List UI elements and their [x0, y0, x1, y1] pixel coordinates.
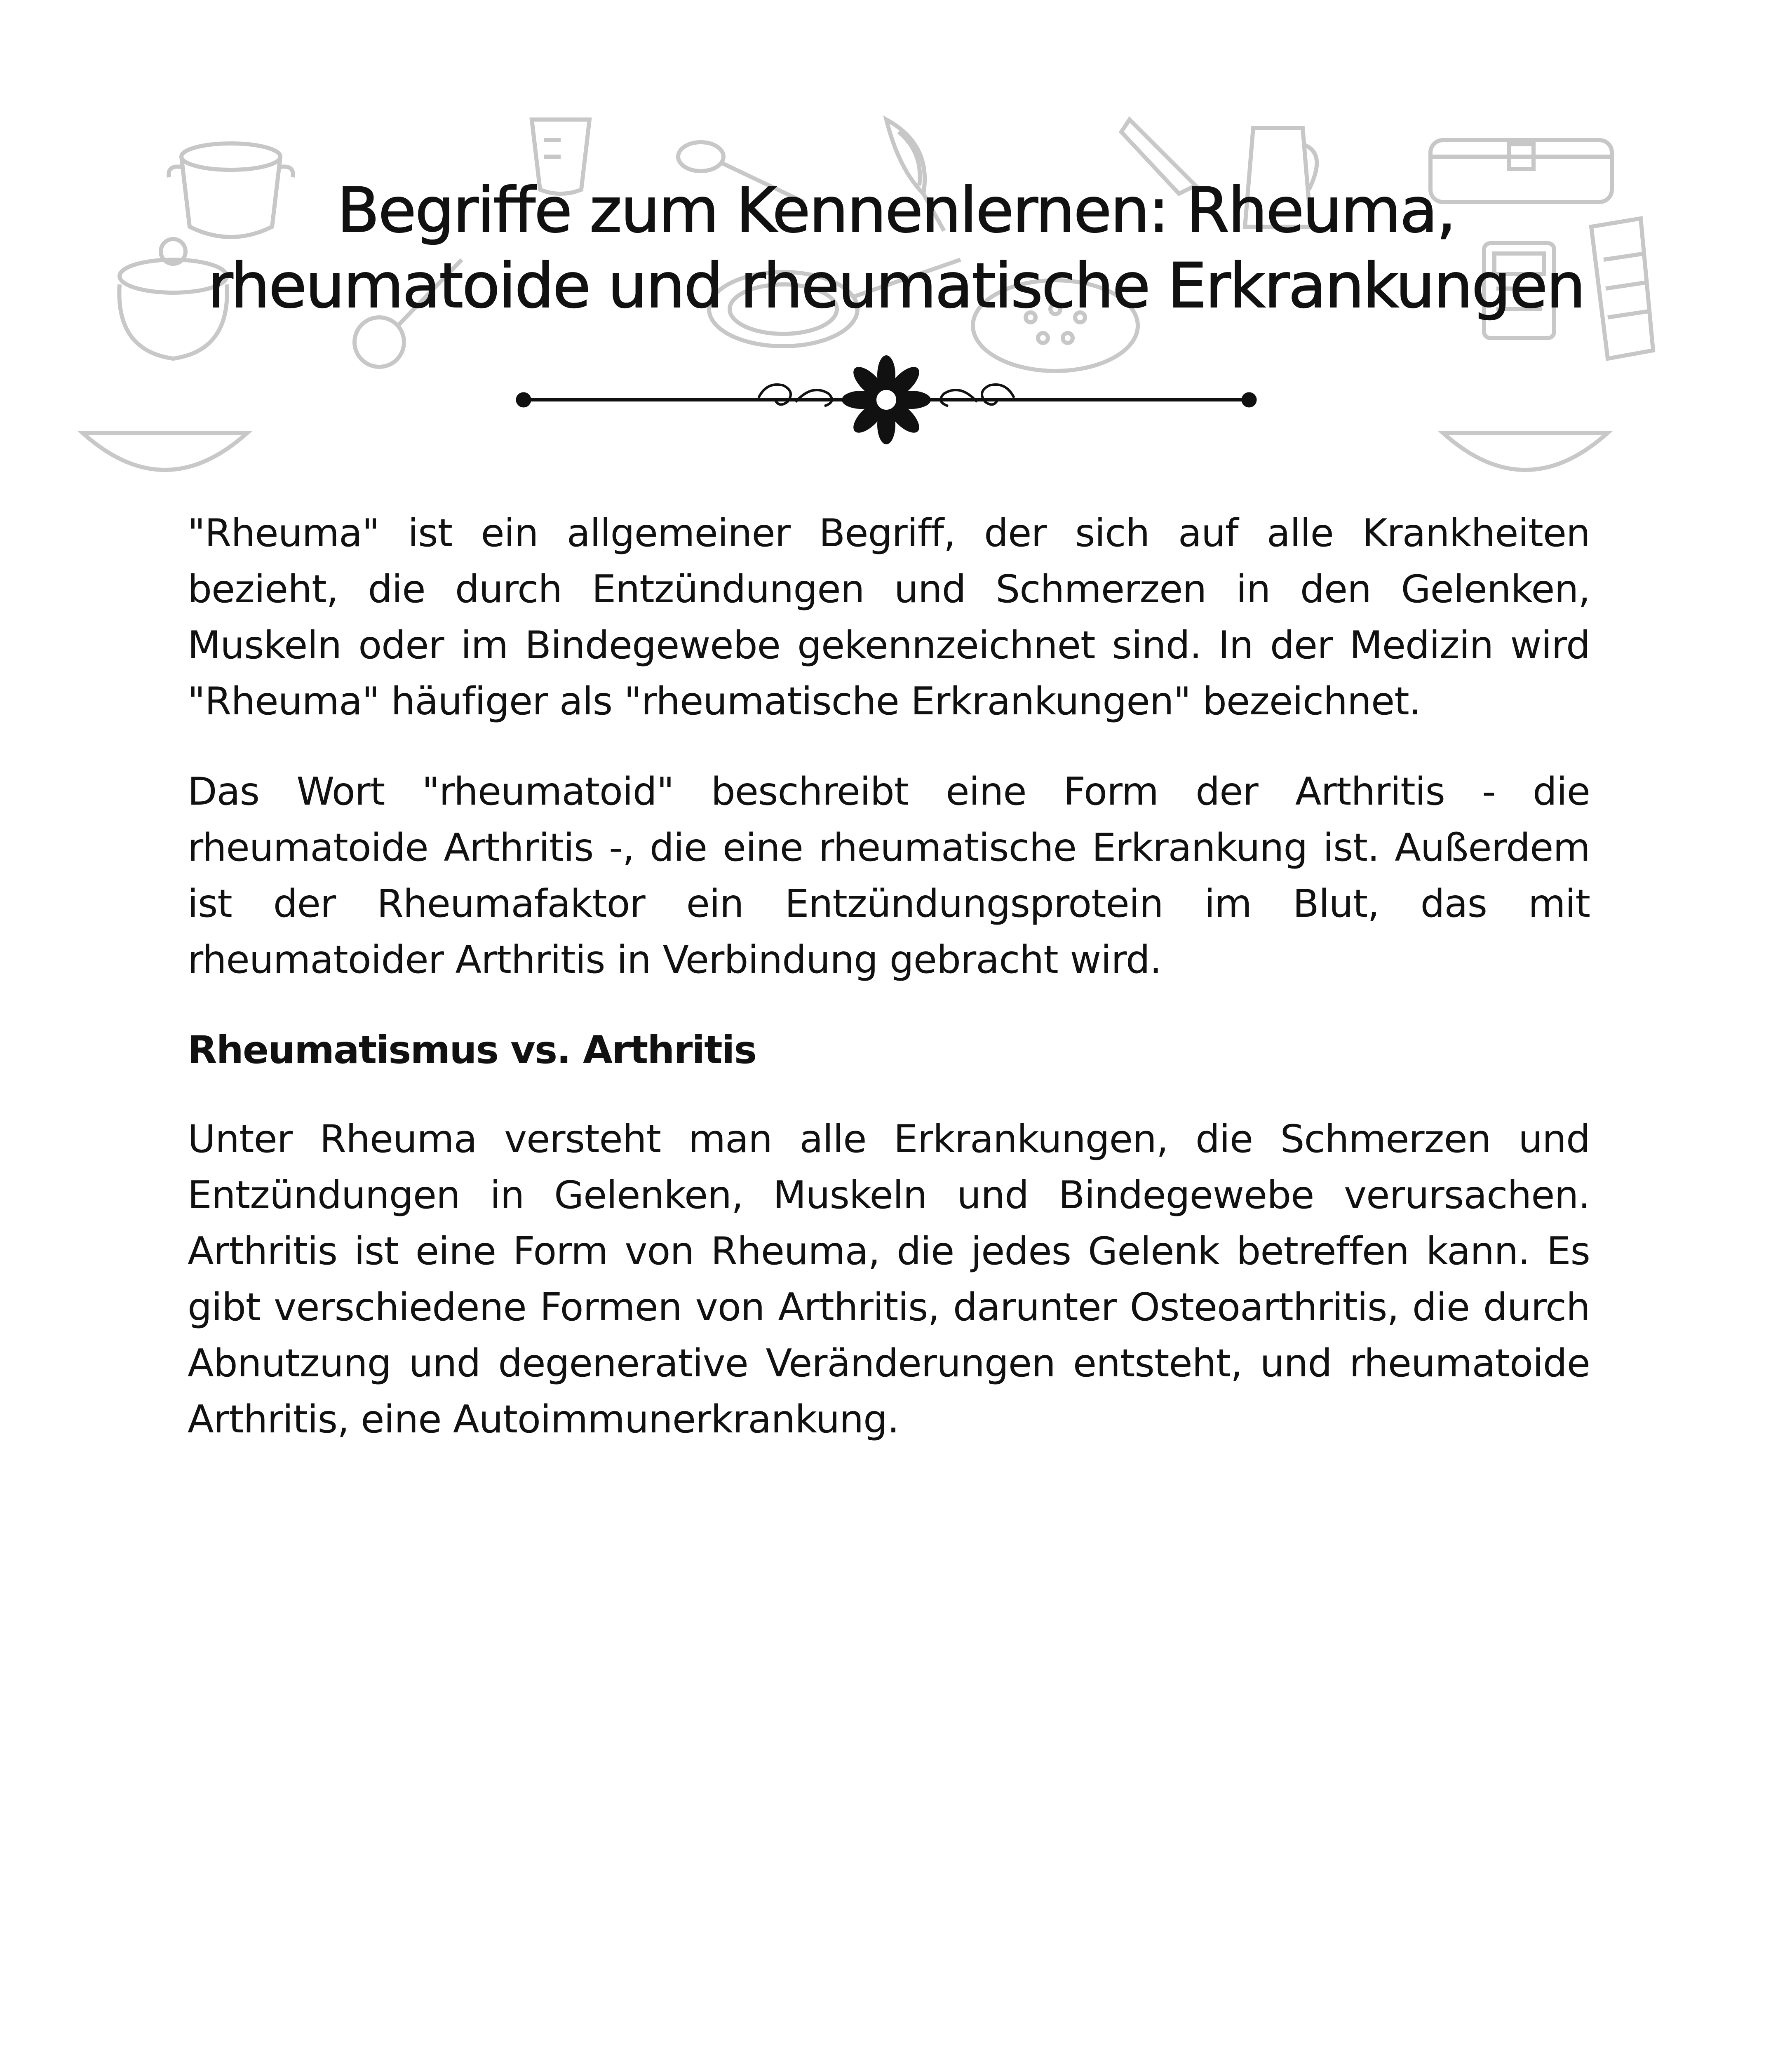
flower-divider-ornament — [511, 352, 1261, 447]
page-title — [124, 173, 1668, 324]
flower-icon — [842, 355, 931, 444]
paragraph-rheumatoid: Das Wort "rheumatoid" beschreibt eine Form der Arthritis - die rheumatoide Arthritis -, die eine rheumatische Erkrankung ist. Außerdem ist der Rheumafaktor ein Entzündungsprotein im Blut, das mit rheumatoider Arthritis in Verbindung gebracht wird. — [188, 769, 1590, 982]
bowl-icon — [82, 433, 247, 470]
paragraph-rheuma-definition: "Rheuma" ist ein allgemeiner Begriff, der sich auf alle Krankheiten bezieht, die durch Entzündungen und Schmerzen in den Gelenken, Muskeln oder im Bindegewebe gekennzeichnet sind. In der Medizin wird "Rheuma" häufiger als "rheumatische Erkrankungen" bezeichnet. — [188, 511, 1590, 723]
paragraph-rheuma-arthritis: Unter Rheuma versteht man alle Erkrankungen, die Schmerzen und Entzündungen in Gelenken, Muskeln und Bindegewebe verursachen. Arthritis ist eine Form von Rheuma, die jedes Gelenk betreffen kann. Es gibt verschiedene Formen von Arthritis, darunter Osteoarthritis, die durch Abnutzung und degenerative Veränderungen entsteht, und rheumatoide Arthritis, eine Autoimmunerkrankung. — [188, 1117, 1590, 1441]
page-title-line-2: rheumatoide und rheumatische Erkrankungen — [207, 250, 1585, 322]
article-body — [188, 505, 1590, 1481]
subheading-rheumatismus-vs-arthritis: Rheumatismus vs. Arthritis — [188, 1028, 756, 1072]
bowl-icon — [1443, 433, 1608, 470]
page-title-line-1: Begriffe zum Kennenlernen: Rheuma, — [337, 175, 1455, 246]
